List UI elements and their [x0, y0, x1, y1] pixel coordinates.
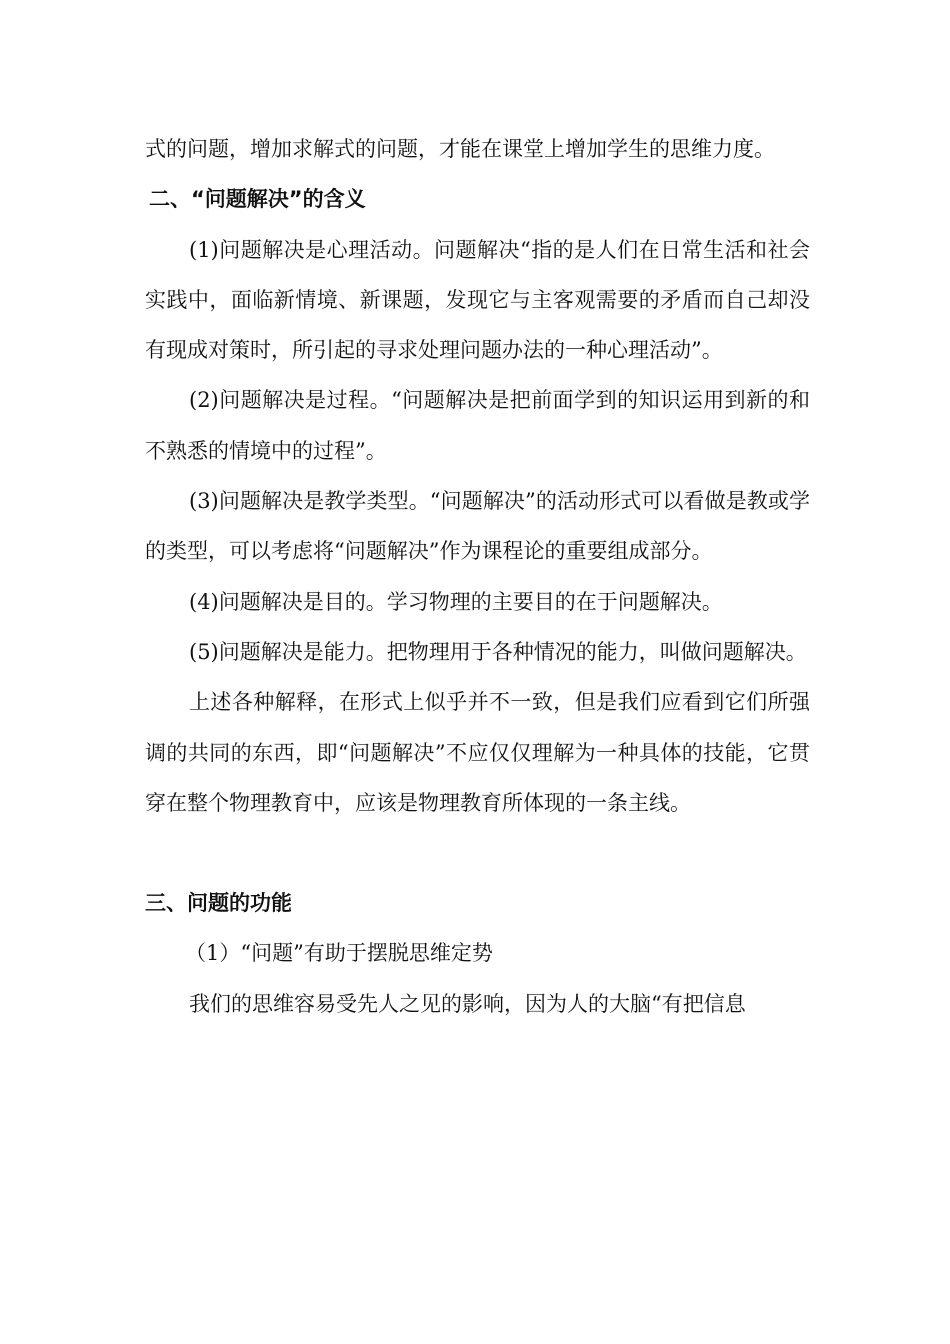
section-3-heading: 三、问题的功能 — [145, 891, 292, 916]
paragraph-definition-1: (1)问题解决是心理活动。问题解决“指的是人们在日常生活和社会实践中，面临新情境、新课题，发现它与主客观需要的矛盾而自己却没有现成对策时，所引起的寻求处理问题办法的一种心理活动”。 — [145, 237, 810, 363]
continuation-paragraph: 式的问题，增加求解式的问题，才能在课堂上增加学生的思维力度。 — [145, 137, 775, 161]
paragraph-definition-4: (4)问题解决是目的。学习物理的主要目的在于问题解决。 — [189, 589, 723, 614]
paragraph-summary: 上述各种解释，在形式上似乎并不一致，但是我们应看到它们所强调的共同的东西，即“问题解决”不应仅仅理解为一种具体的技能，它贯穿在整个物理教育中，应该是物理教育所体现的一条主线。 — [145, 690, 810, 815]
paragraph-definition-2: (2)问题解决是过程。“问题解决是把前面学到的知识运用到新的和不熟悉的情境中的过程”。 — [145, 388, 810, 463]
section-2-heading: 二、“问题解决”的含义 — [149, 187, 366, 212]
document-page — [145, 124, 810, 1029]
section-3-subheading: （1）“问题”有助于摆脱思维定势 — [185, 941, 493, 966]
paragraph-definition-5: (5)问题解决是能力。把物理用于各种情况的能力，叫做问题解决。 — [189, 639, 807, 664]
section-spacer — [145, 828, 810, 878]
paragraph-definition-3: (3)问题解决是教学类型。“问题解决”的活动形式可以看做是教或学的类型，可以考虑将“问题解决”作为课程论的重要组成部分。 — [145, 489, 810, 564]
section-3-paragraph: 我们的思维容易受先人之见的影响，因为人的大脑“有把信息 — [189, 991, 746, 1016]
